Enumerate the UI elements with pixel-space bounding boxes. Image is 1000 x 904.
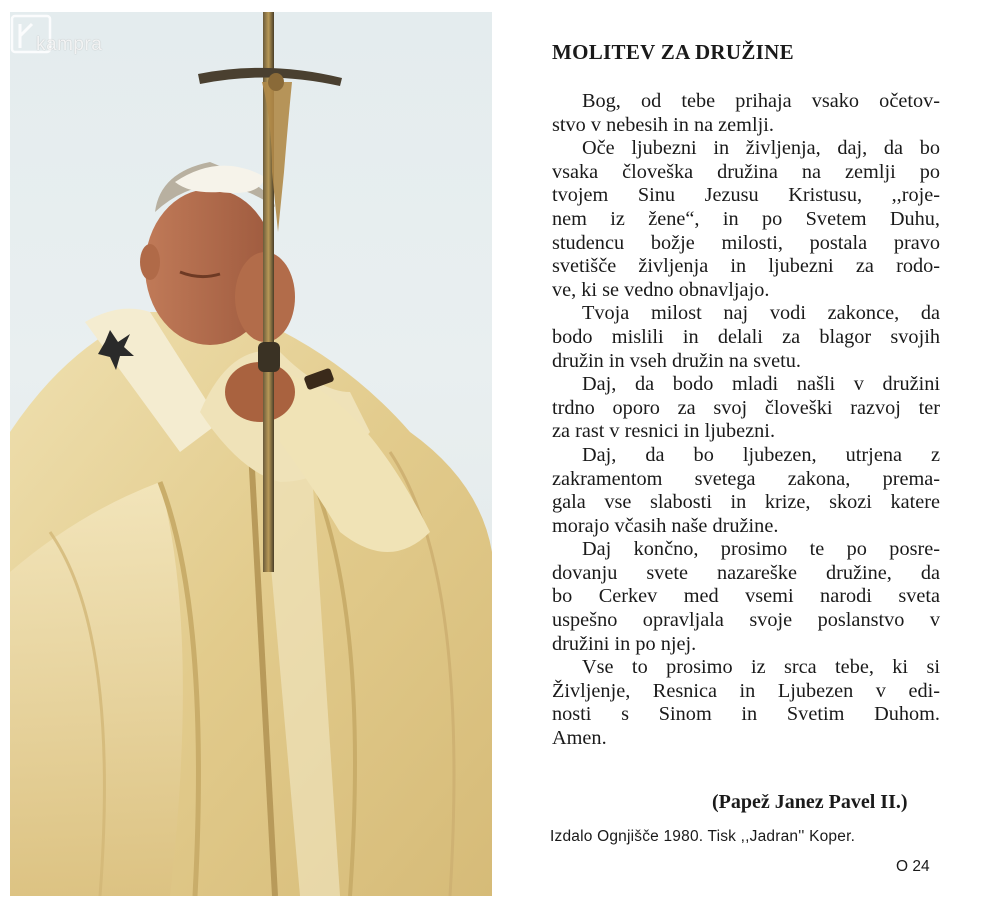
prayer-line: Tvoja milost naj vodi zakonce, da: [582, 302, 940, 325]
watermark: [10, 14, 120, 62]
prayer-line: dovanju svete nazareške družine, da: [552, 561, 940, 584]
prayer-line: Daj, da bodo mladi našli v družini: [582, 373, 940, 396]
prayer-line: bo Cerkev med vsemi narodi sveta: [552, 585, 940, 608]
prayer-signature: (Papež Janez Pavel II.): [712, 791, 908, 813]
prayer-line: trdno oporo za svoj človeški razvoj ter: [552, 396, 940, 419]
prayer-line: družini in po njej.: [552, 632, 697, 655]
prayer-line: vsaka človeška družina na zemlji po: [552, 160, 940, 183]
prayer-line: ve, ki se vedno obnavljajo.: [552, 278, 770, 301]
prayer-line: za rast v resnici in ljubezni.: [552, 420, 776, 443]
prayer-line: Daj končno, prosimo te po posre-: [582, 538, 940, 561]
prayer-line: Bog, od tebe prihaja vsako očetov-: [582, 90, 940, 112]
prayer-line: nem iz žene“, in po Svetem Duhu,: [552, 207, 940, 230]
prayer-title: MOLITEV ZA DRUŽINE: [552, 40, 794, 64]
prayer-line: uspešno opravljala svoje poslanstvo v: [552, 609, 940, 632]
prayer-body: [552, 90, 940, 751]
card-code: O 24: [896, 858, 930, 875]
prayer-line: Oče ljubezni in življenja, daj, da bo: [582, 137, 940, 160]
prayer-line: Daj, da bo ljubezen, utrjena z: [582, 443, 940, 466]
prayer-line: Življenje, Resnica in Ljubezen v edi-: [552, 679, 940, 702]
prayer-line: Amen.: [552, 727, 607, 750]
prayer-line: studencu božje milosti, postala pravo: [552, 231, 940, 254]
prayer-line: Vse to prosimo iz srca tebe, ki si: [582, 656, 940, 679]
prayer-line: gala vse slabosti in krize, skozi katere: [552, 491, 940, 514]
prayer-line: družin in vseh družin na svetu.: [552, 349, 801, 372]
prayer-line: morajo včasih naše družine.: [552, 514, 779, 537]
prayer-line: svetišče življenja in ljubezni za rodo-: [552, 255, 940, 278]
prayer-line: nosti s Sinom in Svetim Duhom.: [552, 703, 940, 726]
prayer-card: [510, 12, 992, 896]
prayer-line: stvo v nebesih in na zemlji.: [552, 113, 774, 136]
publisher-note: Izdalo Ognjišče 1980. Tisk ,,Jadran'' Koper.: [550, 828, 856, 845]
prayer-line: zakramentom svetega zakona, prema-: [552, 467, 940, 490]
prayer-line: bodo mislili in delali za blagor svojih: [552, 325, 940, 348]
pope-photo: [10, 12, 492, 896]
prayer-line: tvojem Sinu Jezusu Kristusu, ,,roje-: [552, 184, 940, 207]
watermark-text: kampra: [36, 34, 103, 55]
pope-praying-illustration: [10, 12, 492, 896]
